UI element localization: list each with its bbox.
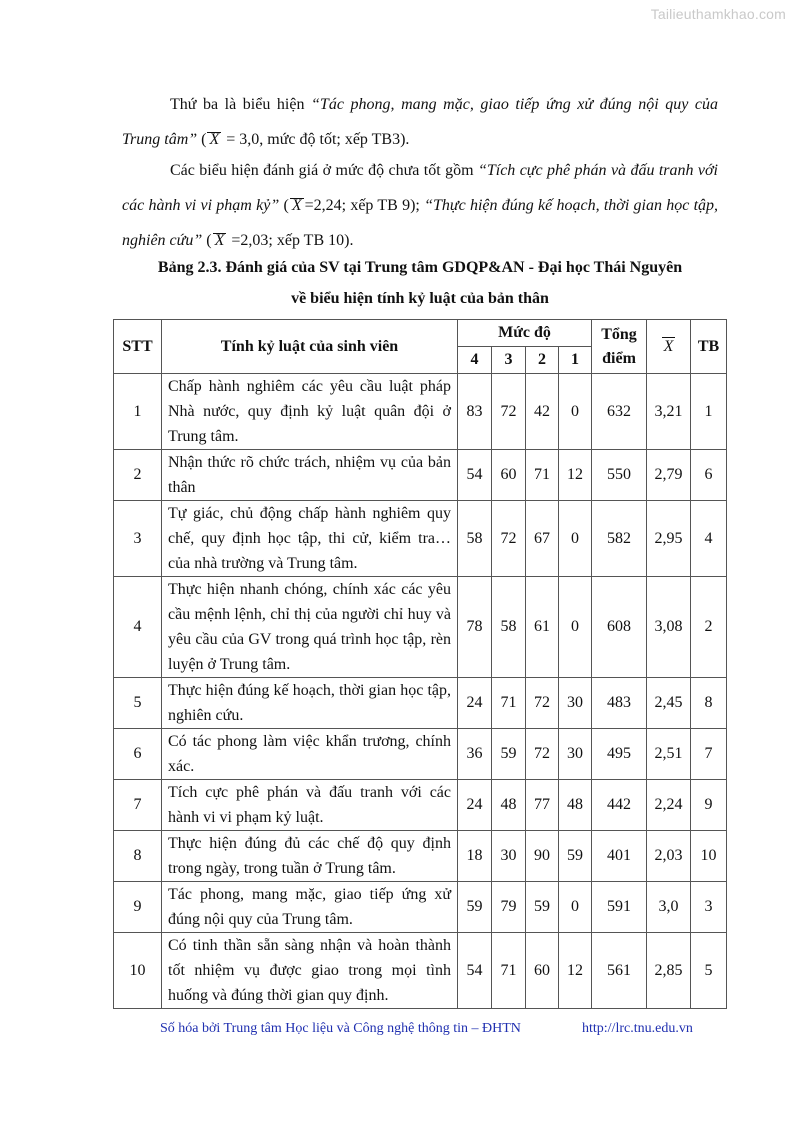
cell-level-4: 36 — [458, 729, 492, 780]
header-level-3: 3 — [492, 347, 526, 374]
footer-url[interactable]: http://lrc.tnu.edu.vn — [582, 1021, 693, 1036]
cell-level-3: 59 — [492, 729, 526, 780]
cell-level-1: 12 — [559, 450, 592, 501]
cell-total: 442 — [592, 780, 647, 831]
mean-symbol: X — [214, 232, 225, 249]
cell-level-2: 61 — [526, 577, 559, 678]
cell-total: 550 — [592, 450, 647, 501]
cell-description: Thực hiện đúng kế hoạch, thời gian học tập, nghiên cứu. — [162, 678, 458, 729]
cell-level-3: 30 — [492, 831, 526, 882]
cell-level-2: 90 — [526, 831, 559, 882]
cell-mean: 2,51 — [647, 729, 691, 780]
cell-level-2: 42 — [526, 374, 559, 450]
cell-rank: 5 — [691, 933, 727, 1009]
cell-level-3: 79 — [492, 882, 526, 933]
cell-description: Có tinh thần sẵn sàng nhận và hoàn thành tốt nhiệm vụ được giao trong mọi tình huống và đúng thời gian quy định. — [162, 933, 458, 1009]
cell-level-4: 83 — [458, 374, 492, 450]
cell-level-1: 0 — [559, 882, 592, 933]
para2-text-5: =2,03; xếp TB 10). — [227, 232, 354, 249]
cell-rank: 10 — [691, 831, 727, 882]
para2-quote-1: “Tích cực phê phán và đấu tranh với các hành vi vi phạm kỷ” — [122, 162, 719, 214]
para1-quote: “Tác phong, mang mặc, giao tiếp ứng xử đúng nội quy của Trung tâm” — [122, 96, 719, 148]
cell-total: 401 — [592, 831, 647, 882]
table-row — [114, 678, 727, 729]
table-row — [114, 501, 727, 577]
cell-level-3: 72 — [492, 374, 526, 450]
cell-level-1: 0 — [559, 577, 592, 678]
cell-stt: 1 — [114, 374, 162, 450]
cell-level-2: 60 — [526, 933, 559, 1009]
cell-mean: 2,24 — [647, 780, 691, 831]
cell-mean: 2,85 — [647, 933, 691, 1009]
paragraph-1 — [122, 87, 718, 157]
cell-description: Tác phong, mang mặc, giao tiếp ứng xử đúng nội quy của Trung tâm. — [162, 882, 458, 933]
table-row — [114, 374, 727, 450]
cell-stt: 6 — [114, 729, 162, 780]
para1-text-2: ( — [197, 131, 207, 148]
cell-level-1: 12 — [559, 933, 592, 1009]
cell-level-2: 77 — [526, 780, 559, 831]
header-level: Mức độ — [458, 320, 592, 347]
cell-level-1: 59 — [559, 831, 592, 882]
cell-description: Nhận thức rõ chức trách, nhiệm vụ của bản thân — [162, 450, 458, 501]
cell-stt: 7 — [114, 780, 162, 831]
cell-mean: 3,08 — [647, 577, 691, 678]
cell-level-2: 67 — [526, 501, 559, 577]
header-stt: STT — [114, 320, 162, 374]
cell-level-2: 71 — [526, 450, 559, 501]
cell-total: 632 — [592, 374, 647, 450]
cell-level-3: 71 — [492, 933, 526, 1009]
cell-level-4: 78 — [458, 577, 492, 678]
discipline-table — [113, 319, 727, 1009]
cell-stt: 8 — [114, 831, 162, 882]
table-row — [114, 780, 727, 831]
cell-total: 591 — [592, 882, 647, 933]
cell-rank: 8 — [691, 678, 727, 729]
cell-level-2: 72 — [526, 678, 559, 729]
cell-total: 608 — [592, 577, 647, 678]
table-row — [114, 729, 727, 780]
para1-text-3: = 3,0, mức độ tốt; xếp TB3). — [222, 131, 410, 148]
para2-text-1: Các biểu hiện đánh giá ở mức độ chưa tốt gồm — [170, 162, 478, 179]
cell-stt: 10 — [114, 933, 162, 1009]
cell-total: 483 — [592, 678, 647, 729]
cell-total: 582 — [592, 501, 647, 577]
header-level-4: 4 — [458, 347, 492, 374]
cell-rank: 3 — [691, 882, 727, 933]
mean-symbol: X — [209, 131, 220, 148]
table-row — [114, 577, 727, 678]
cell-level-4: 54 — [458, 933, 492, 1009]
cell-level-4: 18 — [458, 831, 492, 882]
cell-level-1: 0 — [559, 374, 592, 450]
mean-symbol: X — [291, 197, 302, 214]
para2-text-2: ( — [279, 197, 289, 214]
cell-level-4: 58 — [458, 501, 492, 577]
cell-level-4: 24 — [458, 780, 492, 831]
header-mean-symbol: X — [663, 337, 674, 355]
para2-text-4: ( — [202, 232, 212, 249]
cell-description: Chấp hành nghiêm các yêu cầu luật pháp Nhà nước, quy định kỷ luật quân đội ở Trung tâm. — [162, 374, 458, 450]
cell-rank: 4 — [691, 501, 727, 577]
table-row — [114, 882, 727, 933]
cell-level-4: 59 — [458, 882, 492, 933]
cell-rank: 9 — [691, 780, 727, 831]
cell-level-1: 0 — [559, 501, 592, 577]
cell-rank: 2 — [691, 577, 727, 678]
cell-mean: 2,95 — [647, 501, 691, 577]
header-total: Tổng điểm — [592, 320, 647, 374]
table-caption-line-2: về biểu hiện tính kỷ luật của bản thân — [291, 290, 549, 307]
cell-mean: 3,21 — [647, 374, 691, 450]
cell-total: 495 — [592, 729, 647, 780]
header-rank: TB — [691, 320, 727, 374]
cell-description: Thực hiện đúng đủ các chế độ quy định trong ngày, trong tuần ở Trung tâm. — [162, 831, 458, 882]
cell-total: 561 — [592, 933, 647, 1009]
cell-stt: 3 — [114, 501, 162, 577]
header-description: Tính kỷ luật của sinh viên — [162, 320, 458, 374]
table-row — [114, 933, 727, 1009]
cell-rank: 6 — [691, 450, 727, 501]
cell-rank: 1 — [691, 374, 727, 450]
cell-description: Tích cực phê phán và đấu tranh với các hành vi vi phạm kỷ luật. — [162, 780, 458, 831]
cell-description: Có tác phong làm việc khẩn trương, chính xác. — [162, 729, 458, 780]
cell-level-2: 59 — [526, 882, 559, 933]
cell-mean: 2,03 — [647, 831, 691, 882]
cell-level-1: 48 — [559, 780, 592, 831]
paragraph-2 — [122, 153, 718, 258]
cell-level-3: 48 — [492, 780, 526, 831]
cell-level-2: 72 — [526, 729, 559, 780]
cell-stt: 4 — [114, 577, 162, 678]
cell-description: Tự giác, chủ động chấp hành nghiêm quy chế, quy định học tập, thi cử, kiểm tra… của nhà trường và Trung tâm. — [162, 501, 458, 577]
cell-level-3: 60 — [492, 450, 526, 501]
table-caption-line-1: Bảng 2.3. Đánh giá của SV tại Trung tâm GDQP&AN - Đại học Thái Nguyên — [157, 259, 683, 276]
cell-level-3: 58 — [492, 577, 526, 678]
table-row — [114, 450, 727, 501]
para2-text-3: =2,24; xếp TB 9); — [304, 197, 425, 214]
cell-level-4: 24 — [458, 678, 492, 729]
para1-text-1: Thứ ba là biểu hiện — [170, 96, 312, 113]
cell-level-1: 30 — [559, 729, 592, 780]
cell-mean: 2,45 — [647, 678, 691, 729]
header-mean — [647, 320, 691, 374]
cell-rank: 7 — [691, 729, 727, 780]
cell-level-1: 30 — [559, 678, 592, 729]
cell-mean: 2,79 — [647, 450, 691, 501]
table-row — [114, 831, 727, 882]
cell-mean: 3,0 — [647, 882, 691, 933]
cell-stt: 9 — [114, 882, 162, 933]
header-level-1: 1 — [559, 347, 592, 374]
cell-level-4: 54 — [458, 450, 492, 501]
cell-description: Thực hiện nhanh chóng, chính xác các yêu cầu mệnh lệnh, chỉ thị của người chỉ huy và yêu cầu của GV trong quá trình học tập, rèn luyện ở Trung tâm. — [162, 577, 458, 678]
cell-stt: 2 — [114, 450, 162, 501]
watermark: Tailieuthamkhao.com — [650, 6, 786, 22]
footer-source: Số hóa bởi Trung tâm Học liệu và Công nghệ thông tin – ĐHTN — [160, 1021, 521, 1036]
para2-quote-2: “Thực hiện đúng kế hoạch, thời gian học tập, nghiên cứu” — [122, 197, 719, 249]
cell-level-3: 71 — [492, 678, 526, 729]
cell-stt: 5 — [114, 678, 162, 729]
cell-level-3: 72 — [492, 501, 526, 577]
header-level-2: 2 — [526, 347, 559, 374]
